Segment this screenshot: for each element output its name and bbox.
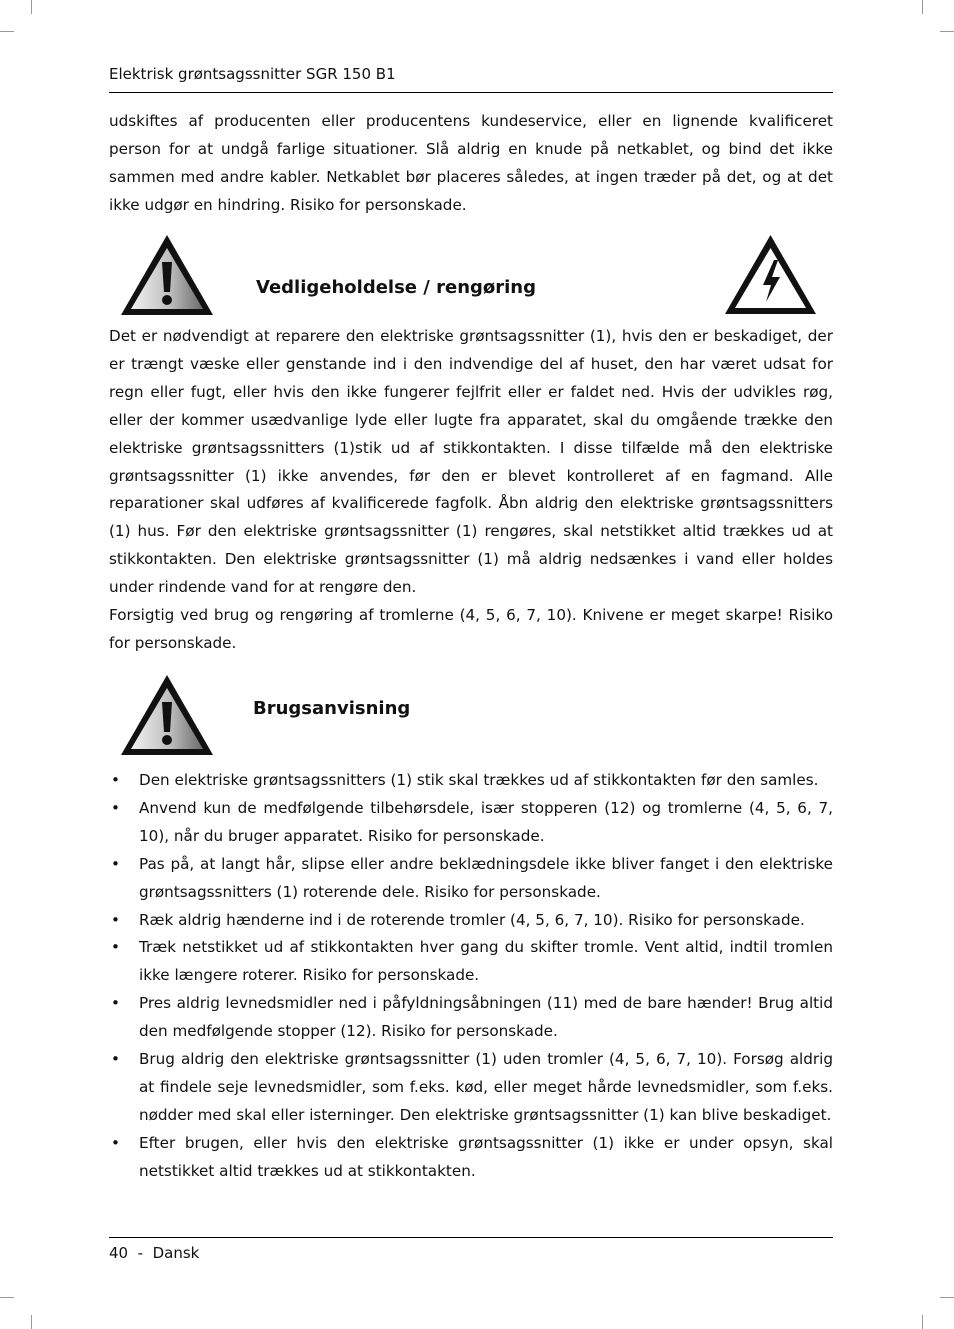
crop-mark [0,1297,14,1298]
electric-hazard-icon [722,232,819,317]
bullet-icon: • [111,798,120,817]
warning-exclamation-icon [118,232,216,318]
bullet-icon: • [111,1133,120,1152]
crop-mark [940,1297,954,1298]
bullet-icon: • [111,854,120,873]
bullet-icon: • [111,910,120,929]
bullet-icon: • [111,771,120,789]
warning-exclamation-icon [118,672,216,758]
list-item: • Den elektriske grøntsagssnitters (1) stik skal trækkes ud af stikkontakten før den samles. [109,767,833,795]
bullet-icon: • [111,938,120,957]
list-item: • Brug aldrig den elektriske grøntsagssnitter (1) uden tromler (4, 5, 6, 7, 10). Forsøg aldrig at findele seje levnedsmidler, som f.eks. kød, eller meget hårde levnedsmidler, som f.eks. nødder med skal eller isterninger. Den elektriske grøntsagssnitter (1) kan blive beskadiget. [109,1046,833,1130]
list-item: • Pres aldrig levnedsmidler ned i påfyldningsåbningen (11) med de bare hænder! Brug altid den medfølgende stopper (12). Risiko for personskade. [109,990,833,1046]
crop-mark [0,31,14,32]
maintenance-paragraph: Det er nødvendigt at reparere den elektriske grøntsagssnitter (1), hvis den er beskadiget, der er trængt væske eller genstande ind i den indvendige del af huset, den har været udsat for regn eller fugt, eller hvis den ikke fungerer fejlfrit eller er faldet ned. Hvis der udvikles røg, eller der kommer usædvanlige lyde eller lugte fra apparatet, skal du omgående trække den elektriske grøntsagssnitters (1)stik ud af stikkontakten. I disse tilfælde må den elektriske grøntsagssnitter (1) ikke anvendes, før den er blevet kontrolleret af en fagmand. Alle reparationer skal udføres af kvalificerede fagfolk. Åbn aldrig den elektriske grøntsagssnitters (1) hus. Før den elektriske grøntsagssnitter (1) rengøres, skal netstikket altid trækkes ud at stikkontakten. Den elektriske grøntsagssnitter (1) må aldrig nedsænkes i vand eller holdes under rindende vand for at rengøre den. [109,327,833,597]
bullet-icon: • [111,1050,120,1069]
header-title: Elektrisk grøntsagssnitter SGR 150 B1 [109,65,396,83]
page-footer [109,1237,833,1268]
list-item: • Ræk aldrig hænderne ind i de roterende tromler (4, 5, 6, 7, 10). Risiko for personskade. [109,907,833,935]
list-item: • Træk netstikket ud af stikkontakten hver gang du skifter tromle. Vent altid, indtil tromlen ikke længere roterer. Risiko for personskade. [109,934,833,990]
list-item: • Pas på, at langt hår, slipse eller andre beklædningsdele ikke bliver fanget i den elektriske grøntsagssnitters (1) roterende dele. Risiko for personskade. [109,851,833,907]
crop-mark [31,1315,32,1329]
crop-mark [940,31,954,32]
crop-mark [31,0,32,14]
crop-mark [922,0,923,14]
page-header [109,62,833,93]
section-heading-maintenance: Vedligeholdelse / rengøring [256,277,537,298]
maintenance-warning-paragraph: Forsigtig ved brug og rengøring af tromlerne (4, 5, 6, 7, 10). Knivene er meget skarpe! Risiko for personskade. [109,606,833,652]
crop-mark [922,1315,923,1329]
section-heading-usage: Brugsanvisning [253,698,411,719]
intro-paragraph: udskiftes af producenten eller producentens kundeservice, eller en lignende kvalificeret person for at undgå farlige situationer. Slå aldrig en knude på netkablet, og bind det ikke sammen med andre kabler. Netkablet bør placeres således, at ingen træder på det, og at det ikke udgør en hindring. Risiko for personskade. [109,112,833,214]
page-number: 40 - Dansk [109,1244,200,1262]
list-item: • Anvend kun de medfølgende tilbehørsdele, især stopperen (12) og tromlerne (4, 5, 6, 7, 10), når du bruger apparatet. Risiko for personskade. [109,795,833,851]
bullet-icon: • [111,994,120,1013]
usage-bullet-list [109,767,833,1186]
list-item: • Efter brugen, eller hvis den elektriske grøntsagssnitter (1) ikke er under opsyn, skal netstikket altid trækkes ud at stikkontakten. [109,1130,833,1186]
